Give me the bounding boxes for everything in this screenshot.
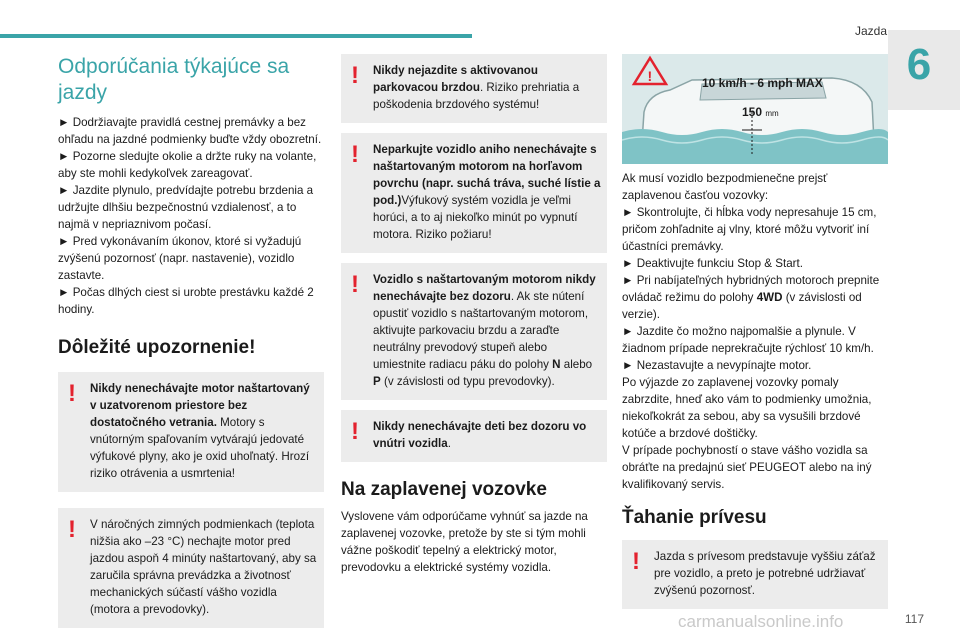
water-depth-unit: mm (765, 109, 779, 118)
driving-recommendations-title: Odporúčania týkajúce sa jazdy (58, 55, 290, 104)
warning-text: Výfukový systém vozidla je veľmi horúci, a to aj niekoľko minút po vypnutí motora. Riziko požiaru! (373, 194, 578, 241)
exclamation-icon: ! (351, 62, 359, 89)
flood-step-text: (v závislosti od verzie). (622, 291, 862, 321)
exclamation-icon: ! (68, 516, 76, 543)
exclamation-icon: ! (68, 380, 76, 407)
water-depth-label (742, 105, 779, 119)
warning-box-parking-brake (341, 54, 607, 123)
exclamation-icon: ! (351, 271, 359, 298)
column-3 (622, 54, 888, 609)
towing-title: Ťahanie prívesu (622, 507, 767, 528)
warning-box-ventilation (58, 372, 324, 492)
flooded-road-text: Vyslovene vám odporúčame vyhnúť sa jazde na zaplavenej vozovke, pretože by ste si tým mohli vážne poškodiť tepelný a elektrický motor, prevodovku a elektrické systémy vozidla. (341, 510, 588, 574)
warning-bold: Vozidlo s naštartovaným motorom nikdy nenechávajte bez dozoru (373, 273, 596, 303)
flood-step-text: ► Pri nabíjateľných hybridných motoroch prepnite ovládač režimu do polohy (622, 274, 880, 304)
chapter-tab (888, 30, 960, 110)
flood-step-4wd (622, 272, 888, 323)
warning-text: V náročných zimných podmienkach (teplota nižšia ako –23 °C) nechajte motor pred jazdou aspoň 4 minúty naštartovaný, aby sa zaručila správna prevádzka a životnosť mechanických súčastí vášho vozidla (motora a prevodovky). (90, 518, 317, 616)
warning-text: . Riziko prehriatia a poškodenia brzdového systému! (373, 81, 580, 111)
flood-after-exit: Po výjazde zo zaplavenej vozovky pomaly zabrzdite, hneď ako vám to podmienky umožnia, niekoľkokrát za sebou, aby sa vysušili brzdové kotúče a brzdové doštičky. (622, 376, 872, 440)
warning-bold: Neparkujte vozidlo aniho nenechávajte s naštartovaným motorom na horľavom povrchu (napr. suchá tráva, suché lístie a pod.) (373, 143, 601, 207)
flood-intro: Ak musí vozidlo bezpodmienečne prejsť zaplavenou časťou vozovky: (622, 172, 828, 202)
flooded-road-title: Na zaplavenej vozovke (341, 479, 547, 500)
warning-text: . Ak ste nútení opustiť vozidlo s naštartovaným motorom, aktivujte parkovaciu brzdu a zaraďte neutrálny prevodový stupeň alebo umiestnite radiacu páku do polohy (373, 290, 589, 371)
speed-limit-label: 10 km/h - 6 mph MAX (702, 76, 823, 90)
mode-4wd: 4WD (756, 291, 783, 304)
header-accent-bar (0, 34, 472, 38)
important-notice-title: Dôležité upozornenie! (58, 337, 256, 358)
warning-text: alebo (560, 358, 593, 371)
flood-step-speed: ► Jazdite čo možno najpomalšie a plynule. V žiadnom prípade neprekračujte rýchlosť 10 km/h. (622, 325, 874, 355)
column-1 (58, 54, 324, 628)
exclamation-icon: ! (351, 418, 359, 445)
page-number: 117 (904, 612, 924, 626)
section-label: Jazda (854, 24, 887, 38)
warning-box-flammable-surface (341, 133, 607, 253)
warning-bold: Nikdy nenechávajte deti bez dozoru vo vnútri vozidla (373, 420, 587, 450)
tip-3: ► Jazdite plynulo, predvídajte potrebu brzdenia a udržujte dlhšiu bezpečnostnú vzdialenosť, a to najmä v nepriaznivom počasí. (58, 184, 314, 231)
flood-step-depth: ► Skontrolujte, či hĺbka vody nepresahuje 15 cm, pričom zohľadnite aj vlny, ktoré môžu vytvoriť iní účastníci premávky. (622, 206, 877, 253)
warning-bold: Nikdy nejazdite s aktivovanou parkovacou brzdou (373, 64, 538, 94)
exclamation-icon: ! (351, 141, 359, 168)
warning-text: (v závislosti od typu prevodovky). (380, 375, 555, 388)
watermark: carmanualsonline.info (678, 612, 844, 631)
gear-position-p: P (373, 375, 381, 388)
tip-4: ► Pred vykonávaním úkonov, ktoré si vyžadujú zvýšenú pozornosť (napr. nastavenie), vozidlo zastavte. (58, 235, 302, 282)
warning-text: Jazda s prívesom predstavuje vyššiu záťaž pre vozidlo, a preto je potrebné udržiavať zvýšenú pozornosť. (654, 550, 876, 597)
flood-doubt: V prípade pochybností o stave vášho vozidla sa obráťte na predajnú sieť PEUGEOT alebo na iný kvalifikovaný servis. (622, 444, 872, 491)
warning-box-children (341, 410, 607, 462)
warning-box-unattended-vehicle (341, 263, 607, 400)
warning-bold: Nikdy nenechávajte motor naštartovaný v uzatvorenom priestore bez dostatočného vetrania. (90, 382, 310, 429)
column-2 (341, 54, 607, 576)
water-depth-value: 150 (742, 105, 763, 119)
warning-box-winter (58, 508, 324, 628)
tip-2: ► Pozorne sledujte okolie a držte ruky na volante, aby ste mohli kedykoľvek zareagovať. (58, 150, 317, 180)
chapter-number: 6 (906, 40, 932, 89)
flooded-road-illustration (622, 54, 888, 164)
tip-5: ► Počas dlhých ciest si urobte prestávku každé 2 hodiny. (58, 286, 314, 316)
warning-box-towing (622, 540, 888, 609)
svg-text:!: ! (647, 68, 653, 84)
flood-step-engine: ► Nezastavujte a nevypínajte motor. (622, 359, 812, 372)
warning-text: . (447, 437, 451, 450)
flood-step-stopstart: ► Deaktivujte funkciu Stop & Start. (622, 257, 803, 270)
exclamation-icon: ! (632, 548, 640, 575)
gear-position-n: N (552, 358, 561, 371)
tip-1: ► Dodržiavajte pravidlá cestnej premávky a bez ohľadu na jazdné podmienky buďte vždy obozretní. (58, 116, 322, 146)
warning-text: Motory s vnútorným spaľovaním vytvárajú jedovaté výfukové plyny, ako je oxid uhoľnatý. Hrozí riziko otrávenia a usmrtenia! (90, 416, 310, 480)
